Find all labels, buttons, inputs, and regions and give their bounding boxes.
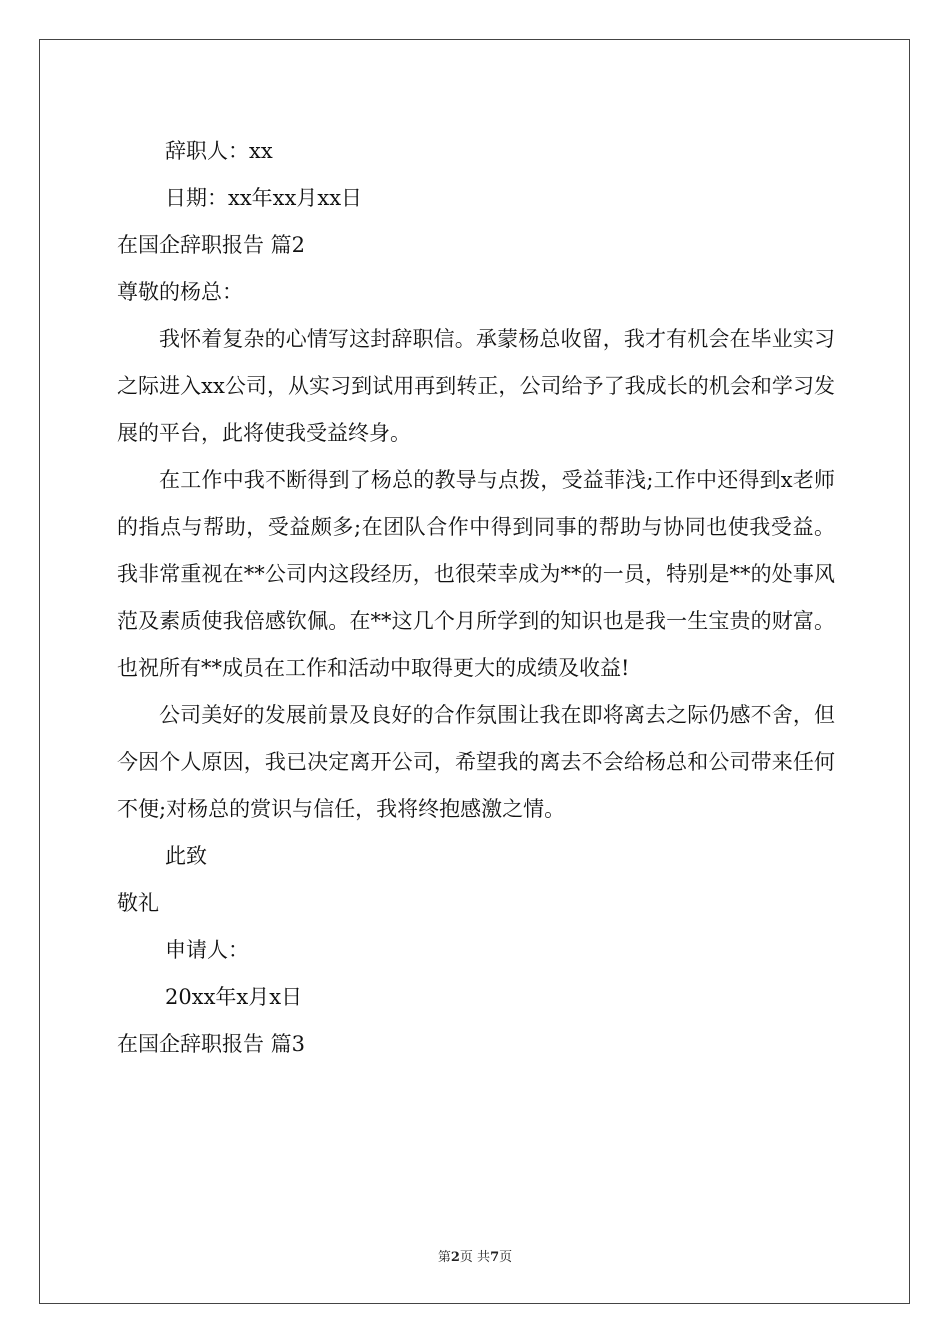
page-current: 2 <box>450 1250 460 1265</box>
page-mid: 页 共 <box>459 1250 491 1265</box>
page-footer <box>0 1246 950 1265</box>
section-heading-2: 在国企辞职报告 篇2 <box>117 233 306 257</box>
paragraph-3: 公司美好的发展前景及良好的合作氛围让我在即将离去之际仍感不舍，但今因个人原因，我已决定离开公司，希望我的离去不会给杨总和公司带来任何不便;对杨总的赏识与信任，我将终抱感激之情。 <box>117 703 835 821</box>
date-line: 日期：xx年xx月xx日 <box>165 186 363 210</box>
page-total: 7 <box>490 1250 500 1265</box>
document-body <box>117 128 835 1068</box>
salutation: 尊敬的杨总： <box>117 280 243 304</box>
applicant-line: 申请人： <box>165 938 249 962</box>
resigner-line: 辞职人：xx <box>165 139 273 163</box>
paragraph-1: 我怀着复杂的心情写这封辞职信。承蒙杨总收留，我才有机会在毕业实习之际进入xx公司，从实习到试用再到转正，公司给予了我成长的机会和学习发展的平台，此将使我受益终身。 <box>117 327 835 445</box>
paragraph-2: 在工作中我不断得到了杨总的教导与点拨，受益菲浅;工作中还得到x老师的指点与帮助，受益颇多;在团队合作中得到同事的帮助与协同也使我受益。我非常重视在**公司内这段经历，也很荣幸成为**的一员，特别是**的处事风范及素质使我倍感钦佩。在**这几个月所学到的知识也是我一生宝贵的财富。也祝所有**成员在工作和活动中取得更大的成绩及收益! <box>117 468 835 680</box>
page-suffix: 页 <box>499 1250 513 1265</box>
closing-line-1: 此致 <box>165 844 207 868</box>
date-line-2: 20xx年x月x日 <box>165 985 303 1009</box>
page-prefix: 第 <box>437 1250 451 1265</box>
section-heading-3: 在国企辞职报告 篇3 <box>117 1032 306 1056</box>
closing-line-2: 敬礼 <box>117 891 159 915</box>
